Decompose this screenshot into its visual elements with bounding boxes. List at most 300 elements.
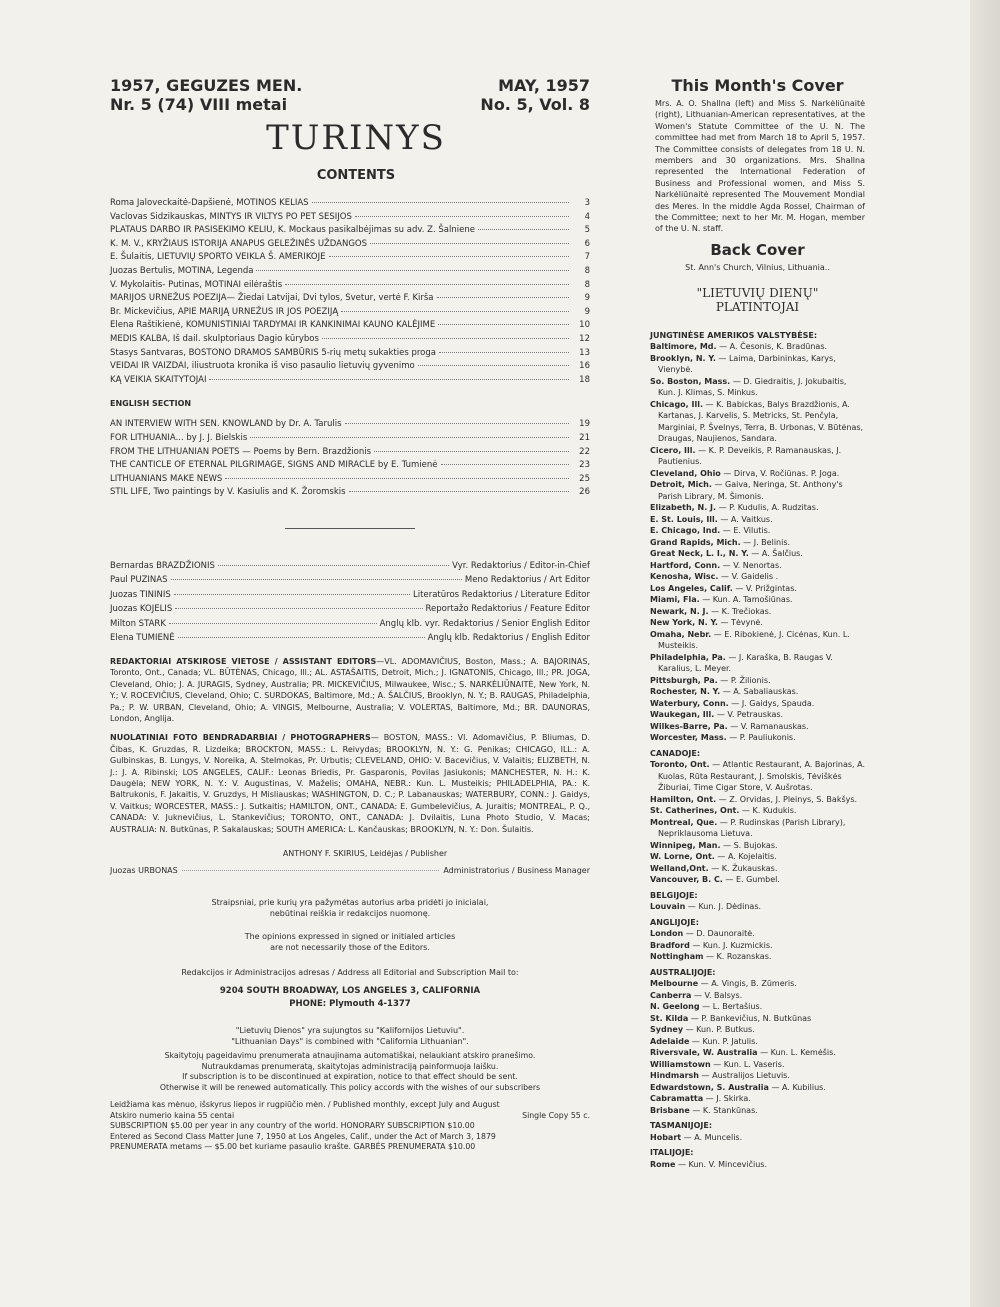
- back-cover-description: St. Ann's Church, Vilnius, Lithuania..: [685, 262, 830, 272]
- back-cover-title: Back Cover: [710, 240, 805, 259]
- leader-dots: [171, 579, 462, 580]
- toc-entry: [110, 473, 590, 487]
- left-column: [110, 76, 590, 1152]
- distributor-city: Winnipeg, Man.: [650, 840, 721, 850]
- leader-dots: [312, 202, 569, 203]
- disclaimer-en-line: are not necessarily those of the Editors.: [270, 942, 430, 952]
- distributor-city: Adelaide: [650, 1036, 690, 1046]
- leader-dots: [438, 324, 569, 325]
- distributor-city: Waukegan, Ill.: [650, 710, 715, 720]
- distributor-names: S. Bujokas.: [733, 840, 778, 850]
- leader-dots: [355, 216, 569, 217]
- distributor-names: P. Pauliukonis.: [739, 733, 796, 743]
- distributor-entry: Great Neck, L. I., N. Y. — A. Šalčius.: [650, 549, 803, 559]
- distributor-entry: Rome — Kun. V. Mincevičius.: [650, 1159, 767, 1169]
- disclaimer-en-line: The opinions expressed in signed or initialed articles: [244, 931, 456, 941]
- toc-entry: [110, 374, 590, 388]
- staff-role: Anglų klb. Redaktorius / English Editor: [427, 633, 590, 644]
- distributor-names: J. Karaška, B. Raugas V. Karalius, L. Meyer.: [658, 652, 833, 674]
- distributor-city: Cabramatta: [650, 1094, 704, 1104]
- distributor-entry: Los Angeles, Calif. — V. Prižgintas.: [650, 583, 797, 593]
- distributor-city: Sydney: [650, 1025, 684, 1035]
- distributor-city: Pittsburgh, Pa.: [650, 675, 718, 685]
- distributor-names: K. Trečiokas.: [721, 606, 772, 616]
- toc-entry: [110, 251, 590, 265]
- price-line: [110, 1111, 590, 1121]
- distributor-city: E. St. Louis, Ill.: [650, 514, 718, 524]
- leader-dots: [341, 311, 569, 312]
- distributor-names: Atlantic Restaurant, A. Bajorinas, A. Kuolas, Rūta Restaurant, J. Smolskis, Tėviškės Žiburiai, Time Cigar Store, V. Aušrotas.: [658, 760, 866, 793]
- distributor-names: A. Kubilius.: [782, 1082, 826, 1092]
- disclaimer-lt-line: Straipsniai, prie kurių yra pažymėtas autorius arba pridėti jo inicialai,: [211, 897, 489, 907]
- distributor-city: Louvain: [650, 902, 686, 912]
- distributor-city: Baltimore, Md.: [650, 342, 717, 352]
- distributor-names: A. Šalčius.: [761, 549, 803, 559]
- distributor-entry: Wilkes-Barre, Pa. — V. Ramanauskas.: [650, 721, 809, 731]
- distributor-entry: Worcester, Mass. — P. Pauliukonis.: [650, 733, 796, 743]
- distributor-names: Kun. L. Vaseris.: [723, 1059, 785, 1069]
- distributor-region: ANGLIJOJE:: [650, 917, 699, 927]
- distributor-city: Brooklyn, N. Y.: [650, 353, 716, 363]
- leader-dots: [437, 297, 569, 298]
- distributor-entry: St. Kilda — P. Bankevičius, N. Butkūnas: [650, 1013, 812, 1023]
- distributor-city: Kenosha, Wisc.: [650, 572, 719, 582]
- phone-line: PHONE: Plymouth 4-1377: [289, 998, 411, 1009]
- toc-entry: [110, 418, 590, 432]
- subscription-policy: [110, 1051, 590, 1093]
- distributor-entry: Omaha, Nebr. — E. Ribokienė, J. Cicėnas, Kun. L. Musteikis.: [650, 629, 850, 651]
- toc-entry-page: 22: [579, 446, 590, 457]
- distributor-city: Hobart: [650, 1132, 682, 1142]
- page-title: TURINYS: [266, 118, 446, 158]
- toc-entry: [110, 265, 590, 279]
- english-section-contents: [110, 418, 590, 500]
- leader-dots: [322, 338, 569, 339]
- distributor-entry: E. St. Louis, Ill. — A. Vaitkus.: [650, 514, 773, 524]
- leader-dots: [256, 270, 569, 271]
- photographers: [110, 732, 590, 835]
- policy-line: Skaitytojų pageidavimu prenumerata atnaujinama automatiškai, nelaukiant atskiro pranešimo.: [164, 1050, 536, 1060]
- leader-dots: [478, 229, 569, 230]
- distributor-entry: Adelaide — Kun. P. Jatulis.: [650, 1036, 758, 1046]
- distributor-city: Hartford, Conn.: [650, 560, 721, 570]
- distributor-entry: Riversvale, W. Australia — Kun. L. Kemėšis.: [650, 1048, 836, 1058]
- distributor-region: AUSTRALIJOJE:: [650, 967, 716, 977]
- distributor-entry: Hamilton, Ont. — Z. Orvidas, J. Pleinys, S. Bakšys.: [650, 794, 858, 804]
- toc-entry-page: 8: [584, 279, 590, 290]
- pub-line: Entered as Second Class Matter June 7, 1950 at Los Angeles, Calif., under the Act of March 3, 1879: [110, 1131, 496, 1141]
- merger-note: [110, 1025, 590, 1047]
- toc-entry-title: PLATAUS DARBO IR PASISEKIMO KELIU, K. Mockaus pasikalbėjimas su adv. Z. Šalniene: [110, 225, 475, 236]
- distributor-names: J. Gaidys, Spauda.: [741, 698, 815, 708]
- distributor-entry: Waterbury, Conn. — J. Gaidys, Spauda.: [650, 698, 815, 708]
- distributor-names: K. Kudukis.: [752, 806, 797, 816]
- leader-dots: [285, 284, 569, 285]
- distributor-names: Kun. J. Kuzmickis.: [702, 940, 773, 950]
- distributor-names: Kun. V. Mincevičius.: [688, 1159, 767, 1169]
- toc-entry-title: Br. Mickevičius, APIE MARIJĄ URNEŽUS IR JOS POEZIJĄ: [110, 306, 339, 317]
- distributor-entry: Melbourne — A. Vingis, B. Zūmeris.: [650, 979, 797, 989]
- disclaimer-lithuanian: [110, 897, 590, 919]
- assistant-editors-text: —VL. ADOMAVIČIUS, Boston, Mass.; A. BAJORINAS, Toronto, Ont., Canada; VL. BŪTĖNAS, Chicago, Ill.; AL. ASTAŠAITIS, Detroit, Mich.; J. IGNATONIS, Chicago, Ill.; PR. JOGA, Cleveland, Ohio; J. A. JURAGIS, Sydney, Australia; PR. MICKEVIČIUS, Milwaukee, Wisc.; S. NARKĖLIŪNAITĖ, New York, N. Y.; V. ROCEVIČIUS, Cleveland, Ohio; C. SURDOKAS, Baltimore, Md.; A. ŠALČIUS, Brooklyn, N. Y.; B. RAUGAS, Philadelphia, Pa.; P. W. URBAN, Cleveland, Ohio; A. VINGIS, Melbourne, Australia; V. VOLERTAS, Baltimore, Md.; BR. DAUNORAS, London, Anglija.: [110, 656, 591, 723]
- toc-entry-page: 4: [584, 211, 590, 222]
- leader-dots: [418, 365, 569, 366]
- leader-dots: [439, 352, 569, 353]
- distributor-entry: Kenosha, Wisc. — V. Gaidelis .: [650, 572, 779, 582]
- toc-entry-page: 26: [579, 487, 590, 498]
- staff-name: Elena TUMIENĖ: [110, 633, 175, 644]
- distributor-city: Bradford: [650, 940, 690, 950]
- toc-entry: [110, 279, 590, 293]
- distributor-city: Cleveland, Ohio: [650, 468, 721, 478]
- distributor-entry: Philadelphia, Pa. — J. Karaška, B. Raugas V. Karalius, L. Meyer.: [650, 652, 833, 674]
- toc-entry: [110, 432, 590, 446]
- distributor-city: London: [650, 929, 684, 939]
- page-subtitle: CONTENTS: [316, 168, 396, 183]
- toc-entry-title: E. Šulaitis, LIETUVIŲ SPORTO VEIKLA Š. AMERIKOJE: [110, 252, 326, 263]
- distributor-entry: Cicero, Ill. — K. P. Deveikis, P. Ramanauskas, J. Pautienius.: [650, 445, 842, 467]
- policy-line: Nutraukdamas prenumeratą, skaitytojas administraciją painformuoja laišku.: [201, 1061, 499, 1071]
- staff-name: Milton STARK: [110, 618, 166, 629]
- distributor-entry: New York, N. Y. — Tėvynė.: [650, 618, 763, 628]
- toc-entry: [110, 459, 590, 473]
- distributor-names: Kun. L. Kemėšis.: [770, 1048, 836, 1058]
- distributor-names: P. Rudinskas (Parish Library), Nepriklausoma Lietuva.: [658, 817, 846, 839]
- toc-entry-title: V. Mykolaitis- Putinas, MOTINAI eilėraštis: [110, 279, 283, 290]
- distributor-city: E. Chicago, Ind.: [650, 526, 721, 536]
- distributor-city: St. Catherines, Ont.: [650, 806, 740, 816]
- toc-entry-page: 23: [579, 460, 590, 471]
- leader-dots: [225, 478, 569, 479]
- distributor-city: St. Kilda: [650, 1013, 689, 1023]
- distributor-city: Cicero, Ill.: [650, 445, 696, 455]
- price-en: Single Copy 55 c.: [522, 1110, 590, 1120]
- distributor-city: Wilkes-Barre, Pa.: [650, 721, 728, 731]
- toc-entry-title: THE CANTICLE OF ETERNAL PILGRIMAGE, SIGNS AND MIRACLE by E. Tumienė: [110, 460, 438, 471]
- distributor-entry: Hobart — A. Muncelis.: [650, 1132, 743, 1142]
- cover-description: Mrs. A. O. Shallna (left) and Miss S. Narkėliūnaitė (right), Lithuanian-American representatives, at the Women's Statute Committee of the U. N. The committee had met from March 18 to April 5, 1957. The Committee consists of delegates from 18 U. N. members and 30 organizations. Mrs. Shallna represented the International Federation of Business and Professional women, and Miss S. Narkėliūnaitė represented The Mouvement Mondial des Meres. In the middle Agda Rossel, Chairman of the Committee; next to her Mr. M. Hogan, member of the U. N. staff.: [655, 99, 865, 234]
- distributor-names: A. Muncelis.: [694, 1132, 743, 1142]
- staff-role: Anglų klb. vyr. Redaktorius / Senior English Editor: [379, 618, 590, 629]
- distributor-city: W. Lorne, Ont.: [650, 852, 715, 862]
- toc-entry: [110, 333, 590, 347]
- toc-entry-title: K. M. V., KRYŽIAUS ISTORIJA ANAPUS GELEŽINĖS UŽDANGOS: [110, 238, 367, 249]
- distributor-names: P. Žilionis.: [730, 675, 771, 685]
- toc-entry-title: FROM THE LITHUANIAN POETS — Poems by Bern. Brazdžionis: [110, 446, 372, 457]
- page-edge: [970, 0, 1000, 1307]
- staff-entry: [110, 588, 590, 603]
- toc-entry-page: 25: [579, 473, 590, 484]
- photographers-text: — BOSTON, MASS.: Vl. Adomavičius, P. Bliumas, D. Čibas, K. Gruzdas, R. Lizdeika; BROCKTON, MASS.: L. Reivydas; BROOKLYN, N. Y.: G. Penikas; CHICAGO, ILL.: A. Gulbinskas, B. Lungys, V. Noreika, A. Stelmokas, Pr. Urbutis; CLEVELAND, OHIO: V. Bacevičius, V. Valaitis; ELIZBETH, N. J.: J. A. Ribinski; LOS ANGELES, CALIF.: Leonas Briedis, Pr. Gasparonis, Povilas Jasiukonis; MANCHESTER, N. H.: K. Daugėla; NEW YORK, N. Y.: V. Augustinas, V. Maželis; OMAHA, NEBR.: Kun. L. Musteikis; PHILADELPHIA, PA.: K. Baltrukonis, F. Jakaitis, V. Gruzdys, H Misliauskas; WASHINGTON, D. C.; P. Labanauskas; WATERBURY, CONN.: J. Gaidys, V. Vaitkus; WORCESTER, MASS.: J. Sutkaitis; HAMILTON, ONT., CANADA: E. Gumbelevičius, A. Juraitis; MONTREAL, P. Q., CANADA: V. Juknevičius, L. Stankevičius; TORONTO, ONT., CANADA: J. Dvilaitis, Luna Photo Studio, V. Macas; AUSTRALIA: N. Butkūnas, P. Sakalauskas; SOUTH AMERICA: L. Kančauskas; BROOKLYN, N. Y.: Don. Šulaitis.: [110, 733, 591, 834]
- distributor-names: V. Gaidelis .: [731, 572, 779, 582]
- distributor-names: E. Gumbel.: [735, 875, 780, 885]
- distributor-city: Philadelphia, Pa.: [650, 652, 726, 662]
- distributor-entry: Chicago, Ill. — K. Babickas, Balys Brazdžionis, A. Kartanas, J. Karvelis, S. Metricks, St. Penčyla, Marginiai, P. Švelnys, Terra, B. Urbonas, V. Būtėnas, Draugas, Naujienos, Sandara.: [650, 399, 864, 444]
- distributor-names: P. Kudulis, A. Rudzitas.: [729, 503, 819, 513]
- staff-entry: [110, 631, 590, 646]
- publisher-line: ANTHONY F. SKIRIUS, Leidėjas / Publisher: [282, 848, 448, 858]
- distributor-names: Kun. P. Jatulis.: [702, 1036, 758, 1046]
- distributor-names: Gaiva, Neringa, St. Anthony's Parish Library, M. Šimonis.: [658, 480, 843, 501]
- distributor-city: Welland,Ont.: [650, 863, 709, 873]
- distributor-entry: Sydney — Kun. P. Butkus.: [650, 1025, 755, 1035]
- pub-line: PRENUMERATA metams — $5.00 bet kuriame pasaulio krašte. GARBĖS PRENUMERATA $10.00: [110, 1141, 476, 1151]
- distributor-city: Newark, N. J.: [650, 606, 709, 616]
- staff-entry: [110, 559, 590, 574]
- distributor-names: D. Giedraitis, J. Jokubaitis, Kun. J. Klimas, S. Minkus.: [658, 376, 847, 398]
- distributor-entry: Louvain — Kun. J. Dėdinas.: [650, 902, 762, 912]
- staff-role: Reportažo Redaktorius / Feature Editor: [425, 604, 590, 615]
- leader-dots: [174, 594, 410, 595]
- staff-list: [110, 559, 590, 646]
- leader-dots: [250, 437, 569, 438]
- staff-name: Paul PUZINAS: [110, 575, 168, 586]
- toc-entry-page: 7: [584, 252, 590, 263]
- distributor-names: E. Vilutis.: [733, 526, 771, 536]
- toc-entry-page: 19: [579, 419, 590, 430]
- assistant-editors-label: REDAKTORIAI ATSKIROSE VIETOSE / ASSISTANT EDITORS: [110, 656, 377, 666]
- toc-entry: [110, 211, 590, 225]
- distributor-names: Tėvynė.: [731, 618, 763, 628]
- right-column: [650, 76, 865, 1170]
- distributor-names: Kun. P. Butkus.: [696, 1025, 755, 1035]
- toc-entry-page: 9: [584, 293, 590, 304]
- disclaimer-lt-line: nebūtinai reiškia ir redakcijos nuomonę.: [269, 908, 431, 918]
- address-line: 9204 SOUTH BROADWAY, LOS ANGELES 3, CALIFORNIA: [219, 985, 481, 996]
- toc-entry-title: Juozas Bertulis, MOTINA, Legenda: [110, 265, 254, 276]
- toc-entry: [110, 224, 590, 238]
- distributor-entry: Bradford — Kun. J. Kuzmickis.: [650, 940, 773, 950]
- distributor-entry: Pittsburgh, Pa. — P. Žilionis.: [650, 675, 771, 685]
- distributor-city: N. Geelong: [650, 1002, 700, 1012]
- toc-entry-title: Vaclovas Sidzikauskas, MINTYS IR VILTYS PO PET SESIJOS: [110, 211, 352, 222]
- business-manager-role: Administratorius / Business Manager: [443, 865, 590, 875]
- distributor-city: Chicago, Ill.: [650, 399, 703, 409]
- masthead: [110, 76, 590, 114]
- toc-entry: [110, 486, 590, 500]
- distributor-city: Williamstown: [650, 1059, 711, 1069]
- distributor-names: A. Vingis, B. Zūmeris.: [711, 979, 797, 989]
- en-issue: No. 5, Vol. 8: [480, 95, 590, 114]
- toc-entry-page: 5: [584, 225, 590, 236]
- distributor-region: BELGIJOJE:: [650, 890, 698, 900]
- distributor-city: Detroit, Mich.: [650, 480, 712, 490]
- leader-dots: [175, 608, 422, 609]
- address-label: Redakcijos ir Administracijos adresas / Address all Editorial and Subscription Mail to:: [181, 967, 519, 977]
- distributor-city: Canberra: [650, 990, 692, 1000]
- distributor-names: J. Skirka.: [716, 1094, 751, 1104]
- distributor-city: Worcester, Mass.: [650, 733, 727, 743]
- policy-line: If subscription is to be discontinued at expiration, notice to that effect should be sent.: [182, 1072, 518, 1082]
- toc-entry-title: Stasys Santvaras, BOSTONO DRAMOS SAMBŪRIS 5-rių metų sukakties proga: [110, 347, 436, 358]
- toc-entry: [110, 360, 590, 374]
- distributor-entry: Baltimore, Md. — A. Česonis, K. Bradūnas.: [650, 342, 828, 352]
- toc-entry: [110, 197, 590, 211]
- divider: [285, 528, 415, 529]
- english-section-heading: ENGLISH SECTION: [110, 399, 192, 409]
- distributor-city: Omaha, Nebr.: [650, 629, 712, 639]
- pub-line: Leidžiama kas mėnuo, išskyrus liepos ir rugpiūčio mėn. / Published monthly, except July and August: [110, 1100, 500, 1110]
- distributor-entry: Vancouver, B. C. — E. Gumbel.: [650, 875, 780, 885]
- leader-dots: [345, 423, 569, 424]
- distributor-entry: Newark, N. J. — K. Trečiokas.: [650, 606, 772, 616]
- distributor-names: E. Ribokienė, J. Cicėnas, Kun. L. Musteikis.: [658, 629, 850, 651]
- distributor-entry: Elizabeth, N. J. — P. Kudulis, A. Rudzitas.: [650, 503, 819, 513]
- distributor-names: K. Žukauskas.: [721, 863, 778, 873]
- distributor-city: Grand Rapids, Mich.: [650, 537, 741, 547]
- staff-name: Juozas TININIS: [110, 589, 171, 600]
- distributor-names: A. Kojelaitis.: [727, 852, 777, 862]
- toc-entry-title: KĄ VEIKIA SKAITYTOJAI: [110, 374, 207, 385]
- distributor-entry: Brooklyn, N. Y. — Laima, Darbininkas, Karys, Vienybė.: [650, 353, 836, 375]
- cover-title: This Month's Cover: [671, 76, 844, 95]
- toc-entry: [110, 292, 590, 306]
- toc-entry-title: MEDIS KALBA, Iš dail. skulptoriaus Dagio kūrybos: [110, 333, 319, 344]
- pub-line: SUBSCRIPTION $5.00 per year in any country of the world. HONORARY SUBSCRIPTION $10.00: [110, 1121, 475, 1131]
- toc-entry-title: Elena Raštikienė, KOMUNISTINIAI TARDYMAI IR KANKINIMAI KAUNO KALĖJIME: [110, 320, 436, 331]
- toc-entry-title: Roma Jaloveckaitė-Dapšienė, MOTINOS KELIAS: [110, 198, 309, 208]
- leader-dots: [169, 623, 377, 624]
- distributor-entry: Edwardstown, S. Australia — A. Kubilius.: [650, 1082, 826, 1092]
- distributor-entry: N. Geelong — L. Bertašius.: [650, 1002, 763, 1012]
- distributor-city: Melbourne: [650, 979, 699, 989]
- distributor-entry: Nottingham — K. Rozanskas.: [650, 952, 772, 962]
- toc-entry: [110, 347, 590, 361]
- distributor-entry: Brisbane — K. Stankūnas.: [650, 1105, 758, 1115]
- leader-dots: [209, 379, 569, 380]
- toc-entry-title: AN INTERVIEW WITH SEN. KNOWLAND by Dr. A. Tarulis: [110, 419, 342, 430]
- distributor-entry: St. Catherines, Ont. — K. Kudukis.: [650, 806, 797, 816]
- distributor-city: So. Boston, Mass.: [650, 376, 731, 386]
- distributors-title: [650, 286, 865, 314]
- distributor-city: Riversvale, W. Australia: [650, 1048, 758, 1058]
- distributor-names: Australijos Lietuvis.: [712, 1071, 790, 1081]
- distributor-entry: Welland,Ont. — K. Žukauskas.: [650, 863, 778, 873]
- distributor-city: Hamilton, Ont.: [650, 794, 717, 804]
- merger-line: "Lietuvių Dienos" yra sujungtos su "Kalifornijos Lietuviu".: [235, 1025, 465, 1035]
- distributor-entry: E. Chicago, Ind. — E. Vilutis.: [650, 526, 771, 536]
- distributor-entry: Montreal, Que. — P. Rudinskas (Parish Library), Nepriklausoma Lietuva.: [650, 817, 846, 839]
- en-date: MAY, 1957: [498, 76, 590, 95]
- distributor-region: TASMANIJOJE:: [650, 1121, 713, 1131]
- toc-entry-page: 16: [579, 361, 590, 372]
- mailing-address: [110, 985, 590, 1011]
- toc-entry-page: 10: [579, 320, 590, 331]
- distributor-city: Hindmarsh: [650, 1071, 699, 1081]
- distributor-entry: Waukegan, Ill. — V. Petrauskas.: [650, 710, 784, 720]
- distributor-names: P. Bankevičius, N. Butkūnas: [701, 1013, 812, 1023]
- distributor-entry: Rochester, N. Y. — A. Sabaliauskas.: [650, 687, 799, 697]
- business-manager-line: [110, 866, 590, 875]
- distributor-city: Great Neck, L. I., N. Y.: [650, 549, 749, 559]
- distributor-names: A. Sabaliauskas.: [733, 687, 799, 697]
- distributor-city: Brisbane: [650, 1105, 690, 1115]
- distributors-title-line: "LIETUVIŲ DIENŲ": [696, 285, 819, 300]
- toc-entry-title: VEIDAI IR VAIZDAI, iliustruota kronika iš viso pasaulio lietuvių gyvenimo: [110, 361, 415, 372]
- distributor-entry: W. Lorne, Ont. — A. Kojelaitis.: [650, 852, 777, 862]
- disclaimer-english: [110, 931, 590, 953]
- distributor-names: Laima, Darbininkas, Karys, Vienybė.: [658, 353, 836, 375]
- leader-dots: [182, 870, 440, 871]
- distributor-city: Nottingham: [650, 952, 704, 962]
- distributor-names: K. Stankūnas.: [702, 1105, 758, 1115]
- lt-issue: Nr. 5 (74) VIII metai: [110, 95, 288, 114]
- leader-dots: [329, 256, 570, 257]
- toc-entry-page: 9: [584, 306, 590, 317]
- distributor-region: ITALIJOJE:: [650, 1148, 694, 1158]
- distributor-entry: Winnipeg, Man. — S. Bujokas.: [650, 840, 778, 850]
- distributor-names: Z. Orvidas, J. Pleinys, S. Bakšys.: [729, 794, 858, 804]
- distributor-entry: Grand Rapids, Mich. — J. Belinis.: [650, 537, 791, 547]
- leader-dots: [374, 451, 569, 452]
- distributor-region: JUNGTINĖSE AMERIKOS VALSTYBĖSE:: [650, 330, 818, 340]
- staff-entry: [110, 602, 590, 617]
- distributor-entry: London — D. Daunoraitė.: [650, 929, 755, 939]
- table-of-contents: [110, 197, 590, 387]
- distributor-names: Dirva, V. Ročiūnas. P. Joga.: [733, 468, 840, 478]
- distributor-entry: Canberra — V. Balsys.: [650, 990, 743, 1000]
- distributor-names: K. P. Deveikis, P. Ramanauskas, J. Pautienius.: [658, 445, 842, 467]
- leader-dots: [218, 565, 449, 566]
- distributor-names: V. Ramanauskas.: [740, 721, 809, 731]
- distributor-names: V. Prižgintas.: [745, 583, 797, 593]
- leader-dots: [441, 464, 569, 465]
- toc-entry-page: 12: [579, 333, 590, 344]
- staff-role: Meno Redaktorius / Art Editor: [464, 575, 590, 586]
- distributor-city: Rome: [650, 1159, 676, 1169]
- distributor-entry: Hindmarsh — Australijos Lietuvis.: [650, 1071, 790, 1081]
- distributor-names: K. Rozanskas.: [716, 952, 772, 962]
- distributor-names: A. Vaitkus.: [730, 514, 773, 524]
- distributor-city: New York, N. Y.: [650, 618, 718, 628]
- toc-entry-page: 6: [584, 238, 590, 249]
- distributors-title-line: PLATINTOJAI: [715, 299, 800, 314]
- distributor-city: Waterbury, Conn.: [650, 698, 729, 708]
- distributor-names: J. Belinis.: [753, 537, 791, 547]
- price-lt: Atskiro numerio kaina 55 centai: [110, 1110, 235, 1120]
- lt-date: 1957, GEGUZES MEN.: [110, 76, 303, 95]
- toc-entry-page: 3: [584, 198, 590, 208]
- assistant-editors: [110, 656, 590, 724]
- policy-line: Otherwise it will be renewed automatically. This policy accords with the wishes of our subscribers: [159, 1082, 541, 1092]
- staff-role: Literatūros Redaktorius / Literature Editor: [413, 589, 590, 600]
- leader-dots: [349, 491, 569, 492]
- leader-dots: [178, 637, 425, 638]
- distributor-city: Vancouver, B. C.: [650, 875, 723, 885]
- distributor-region: CANADOJE:: [650, 748, 701, 758]
- distributors-list: [650, 330, 865, 1171]
- toc-entry-title: FOR LITHUANIA... by J. J. Bielskis: [110, 432, 248, 443]
- business-manager-name: Juozas URBONAS: [110, 865, 178, 875]
- distributor-city: Edwardstown, S. Australia: [650, 1082, 769, 1092]
- toc-entry-title: LITHUANIANS MAKE NEWS: [110, 473, 223, 484]
- toc-entry: [110, 306, 590, 320]
- lithuanian-issue-info: [110, 76, 302, 114]
- staff-role: Vyr. Redaktorius / Editor-in-Chief: [452, 560, 590, 571]
- publication-info: [110, 1100, 590, 1152]
- distributor-city: Montreal, Que.: [650, 817, 718, 827]
- distributor-names: V. Petrauskas.: [727, 710, 784, 720]
- toc-entry: [110, 319, 590, 333]
- english-issue-info: [480, 76, 590, 114]
- toc-entry-page: 21: [579, 432, 590, 443]
- distributor-city: Rochester, N. Y.: [650, 687, 721, 697]
- distributor-names: V. Balsys.: [704, 990, 743, 1000]
- toc-entry-page: 18: [579, 374, 590, 385]
- distributor-entry: Cabramatta — J. Skirka.: [650, 1094, 751, 1104]
- distributor-city: Los Angeles, Calif.: [650, 583, 733, 593]
- distributor-names: Kun. J. Dėdinas.: [698, 902, 762, 912]
